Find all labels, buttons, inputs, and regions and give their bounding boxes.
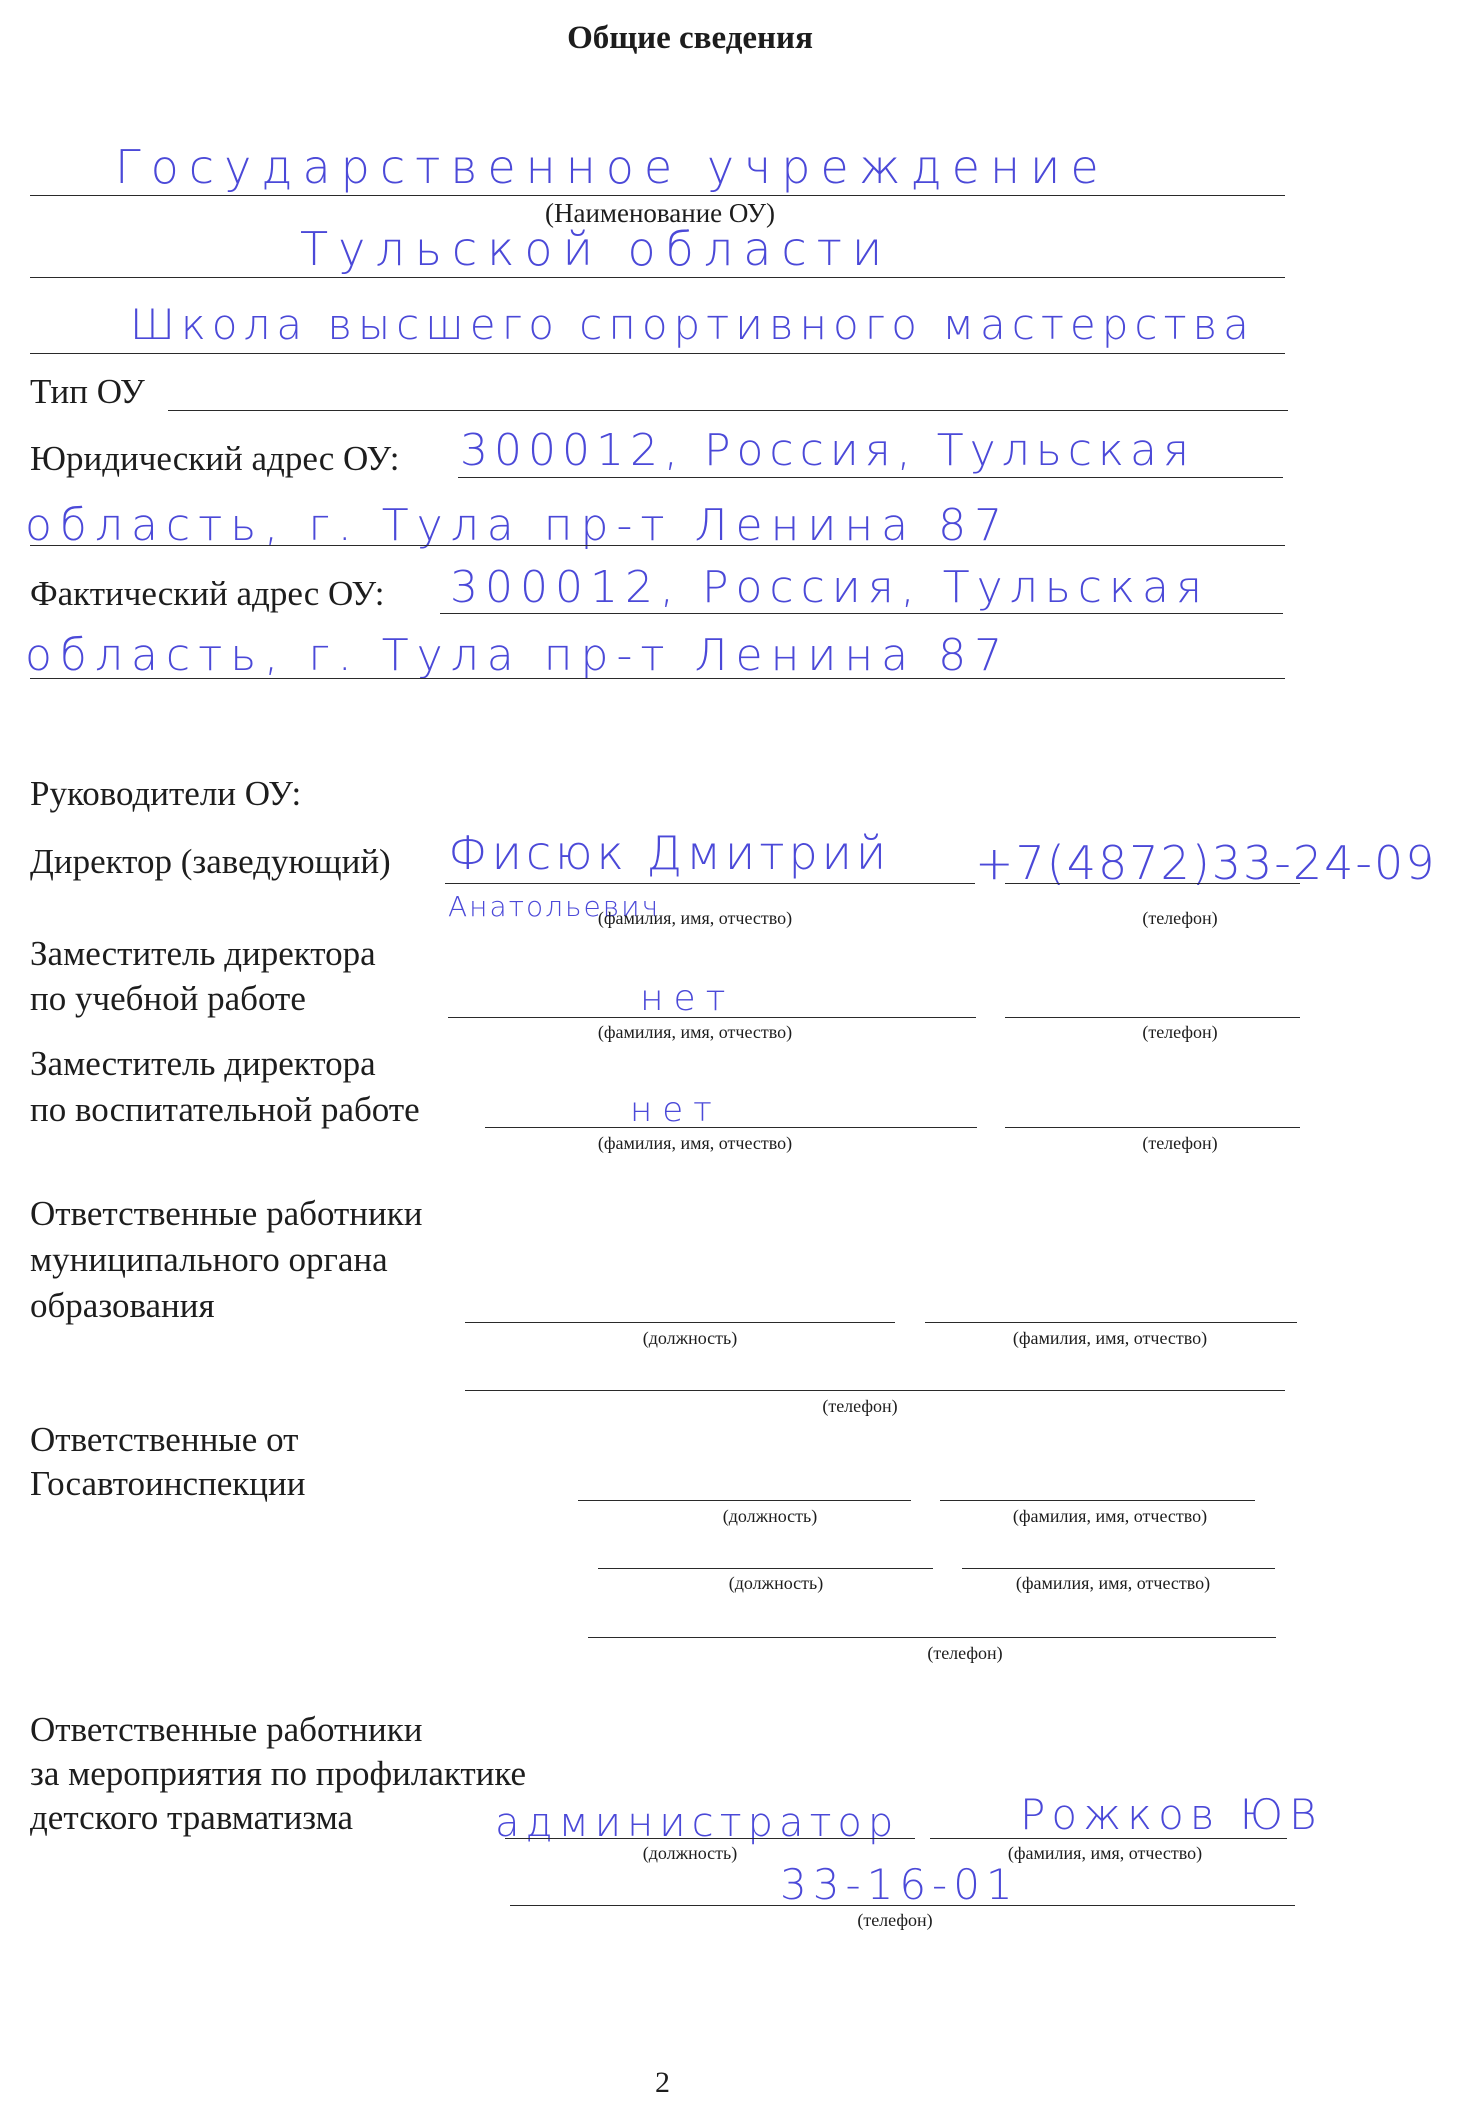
prevention-phone-line	[510, 1905, 1295, 1906]
actual-address-line2	[30, 678, 1285, 679]
gai-phone-caption: (телефон)	[927, 1643, 1003, 1663]
actual-address-line1	[440, 613, 1283, 614]
legal-address-line2-handwritten: область, г. Тула пр-т Ленина 87	[25, 500, 1011, 551]
prevention-phone-handwritten: 33-16-01	[780, 1860, 1019, 1909]
legal-address-line1	[458, 477, 1283, 478]
municipal-label-3: образования	[30, 1286, 215, 1325]
deputy-edu-label-2: по воспитательной работе	[30, 1090, 420, 1129]
deputy-study-name-line	[448, 1017, 976, 1018]
page-number: 2	[655, 2066, 670, 2099]
director-label: Директор (заведующий)	[30, 842, 391, 881]
org-name-line1	[30, 195, 1285, 196]
gai-position-line-1	[578, 1500, 911, 1501]
municipal-position-caption: (должность)	[642, 1328, 738, 1348]
deputy-study-name-caption: (фамилия, имя, отчество)	[597, 1022, 793, 1042]
municipal-position-line	[465, 1322, 895, 1323]
deputy-edu-phone-line	[1005, 1127, 1300, 1128]
municipal-label-1: Ответственные работники	[30, 1194, 423, 1233]
org-name-line3	[30, 353, 1285, 354]
type-label: Тип ОУ	[30, 372, 145, 411]
gai-label-2: Госавтоинспекции	[30, 1464, 306, 1503]
director-phone-caption: (телефон)	[1142, 908, 1218, 928]
org-name-line2-handwritten: Тульской области	[300, 222, 893, 276]
municipal-phone-caption: (телефон)	[822, 1396, 898, 1416]
legal-address-label: Юридический адрес ОУ:	[30, 439, 400, 478]
director-phone-line	[1005, 883, 1300, 884]
gai-name-caption-1: (фамилия, имя, отчество)	[1012, 1506, 1208, 1526]
actual-address-line2-handwritten: область, г. Тула пр-т Ленина 87	[25, 630, 1011, 681]
prevention-position-handwritten: администратор	[495, 1800, 900, 1846]
org-name-line3-handwritten: Школа высшего спортивного мастерства	[130, 300, 1255, 349]
prevention-position-caption: (должность)	[642, 1843, 738, 1863]
prevention-label-1: Ответственные работники	[30, 1710, 423, 1749]
type-line	[168, 410, 1288, 411]
deputy-edu-name-caption: (фамилия, имя, отчество)	[597, 1133, 793, 1153]
director-patronymic-handwritten: Анатольевич	[448, 890, 661, 923]
gai-position-caption-1: (должность)	[722, 1506, 818, 1526]
director-name-caption: (фамилия, имя, отчество)	[597, 908, 793, 928]
deputy-edu-name-line	[485, 1127, 977, 1128]
municipal-phone-line	[465, 1390, 1285, 1391]
deputy-study-phone-caption: (телефон)	[1142, 1022, 1218, 1042]
prevention-name-handwritten: Рожков ЮВ	[1020, 1790, 1323, 1839]
prevention-label-3: детского травматизма	[30, 1798, 354, 1837]
director-phone-handwritten: +7(4872)33-24-09	[975, 836, 1437, 890]
org-name-caption: (Наименование ОУ)	[544, 198, 776, 228]
deputy-edu-handwritten: нет	[630, 1090, 722, 1130]
prevention-label-2: за мероприятия по профилактике	[30, 1754, 527, 1793]
actual-address-label: Фактический адрес ОУ:	[30, 574, 385, 613]
prevention-position-line	[505, 1838, 915, 1839]
gai-position-caption-2: (должность)	[728, 1573, 824, 1593]
actual-address-line1-handwritten: 300012, Россия, Тульская	[450, 562, 1210, 613]
prevention-phone-caption: (телефон)	[857, 1910, 933, 1930]
gai-position-line-2	[598, 1568, 933, 1569]
deputy-study-handwritten: нет	[640, 978, 736, 1019]
director-name-handwritten: Фисюк Дмитрий	[448, 826, 891, 880]
deputy-edu-phone-caption: (телефон)	[1142, 1133, 1218, 1153]
deputy-study-phone-line	[1005, 1017, 1300, 1018]
managers-heading: Руководители ОУ:	[30, 774, 302, 813]
org-name-line1-handwritten: Государственное учреждение	[115, 140, 1109, 194]
gai-name-caption-2: (фамилия, имя, отчество)	[1015, 1573, 1211, 1593]
prevention-name-caption: (фамилия, имя, отчество)	[1007, 1843, 1203, 1863]
deputy-study-label-1: Заместитель директора	[30, 934, 376, 973]
gai-phone-line	[588, 1637, 1276, 1638]
org-name-line2	[30, 277, 1285, 278]
legal-address-line1-handwritten: 300012, Россия, Тульская	[460, 425, 1196, 476]
gai-name-line-1	[940, 1500, 1255, 1501]
municipal-label-2: муниципального органа	[30, 1240, 388, 1279]
legal-address-line2	[30, 545, 1285, 546]
page-title: Общие сведения	[567, 20, 813, 56]
director-name-line	[445, 883, 975, 884]
deputy-edu-label-1: Заместитель директора	[30, 1044, 376, 1083]
gai-name-line-2	[962, 1568, 1275, 1569]
prevention-name-line	[930, 1838, 1287, 1839]
municipal-name-caption: (фамилия, имя, отчество)	[1012, 1328, 1208, 1348]
gai-label-1: Ответственные от	[30, 1420, 299, 1459]
municipal-name-line	[925, 1322, 1297, 1323]
deputy-study-label-2: по учебной работе	[30, 979, 306, 1018]
